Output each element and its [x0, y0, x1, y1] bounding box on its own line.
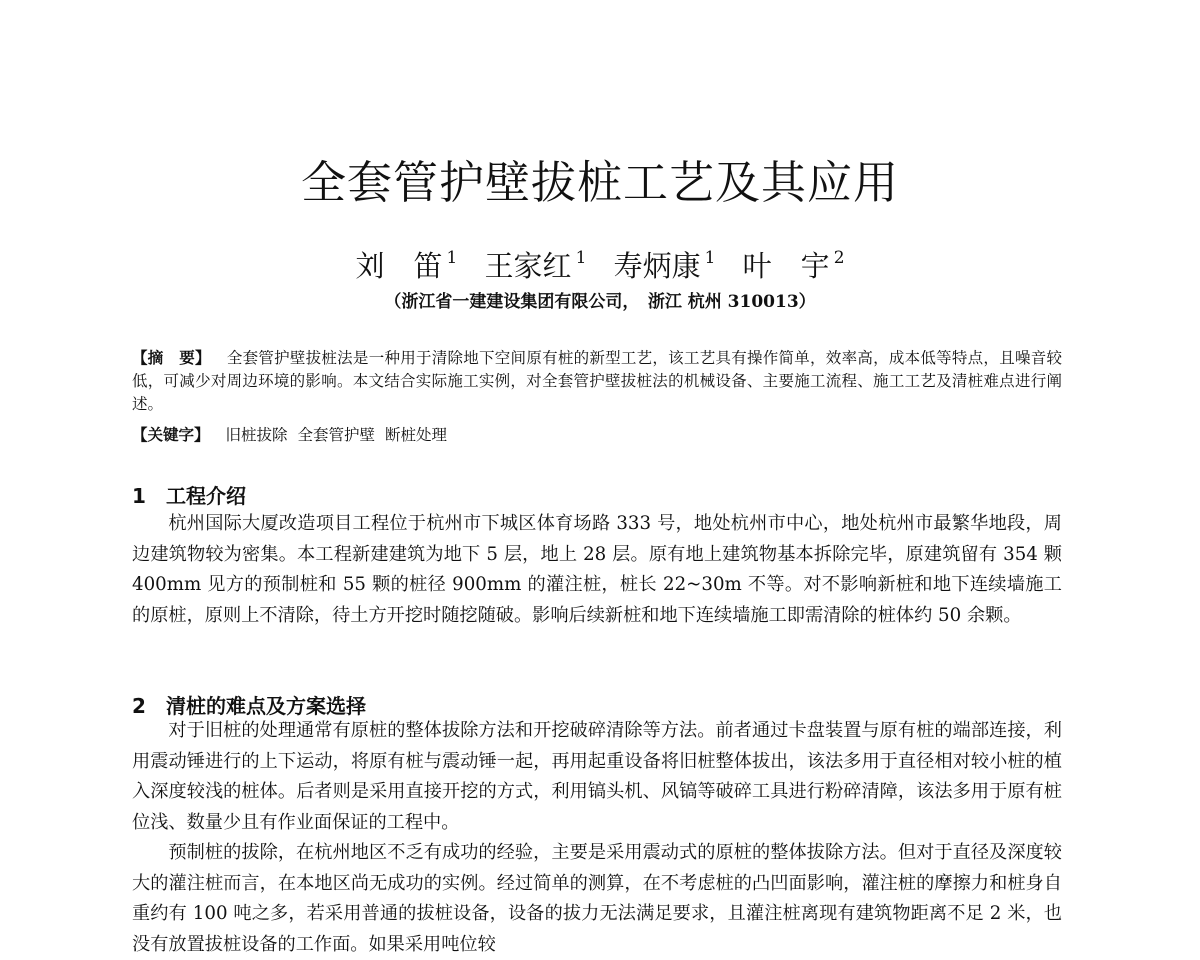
- keywords: [132, 423, 1062, 447]
- section-body: [132, 509, 1062, 631]
- author: [355, 249, 457, 283]
- paragraph: 预制桩的拔除，在杭州地区不乏有成功的经验，主要是采用震动式的原桩的整体拔除方法。但对于直径及深度较大的灌注桩而言，在本地区尚无成功的实例。经过简单的测算，在不考虑桩的凸凹面影响，灌注桩的摩擦力和桩身自重约有 100 吨之多，若采用普通的拔桩设备，设备的拔力无法满足要求，且灌注桩离现有建筑物距离不足 2 米，也没有放置拔桩设备的工作面。如果采用吨位较: [132, 842, 1062, 955]
- section-title: 清桩的难点及方案选择: [166, 694, 366, 718]
- author-affil-mark: 1: [704, 248, 716, 268]
- paragraph: 杭州国际大厦改造项目工程位于杭州市下城区体育场路 333 号，地处杭州市中心，地处杭州市最繁华地段，周边建筑物较为密集。本工程新建建筑为地下 5 层，地上 28 层。原有地上建筑物基本拆除完毕，原建筑留有 354 颗 400mm 见方的预制桩和 55 颗的桩径 900mm 的灌注桩，桩长 22~30m 不等。对不影响新桩和地下连续墙施工的原桩，原则上不清除，待土方开挖时随挖随破。影响后续新桩和地下连续墙施工即需清除的桩体约 50 余颗。: [132, 513, 1062, 626]
- author-name: 叶 宇: [742, 249, 830, 283]
- author-affil-mark: 2: [833, 248, 845, 268]
- section-heading: [132, 690, 366, 719]
- section-body: [132, 716, 1062, 960]
- author: [614, 249, 716, 283]
- section-heading: [132, 480, 246, 509]
- keyword: 全套管护壁: [297, 426, 376, 444]
- affiliation: （浙江省一建建设集团有限公司， 浙江 杭州 310013）: [384, 292, 816, 312]
- author-name: 寿炳康: [613, 249, 701, 283]
- author-name: 刘 笛: [355, 249, 443, 283]
- author: [743, 249, 845, 283]
- author-affil-mark: 1: [575, 248, 587, 268]
- keyword: 断桩处理: [385, 426, 448, 444]
- author-affil-mark: 1: [446, 248, 458, 268]
- abstract: [132, 346, 1062, 416]
- author-list: [0, 244, 1200, 285]
- abstract-label: 【摘 要】: [132, 348, 211, 367]
- section-number: 2: [132, 694, 146, 718]
- section-title: 工程介绍: [166, 484, 246, 508]
- abstract-text: 全套管护壁拔桩法是一种用于清除地下空间原有桩的新型工艺，该工艺具有操作简单，效率高，成本低等特点，且噪音较低，可减少对周边环境的影响。本文结合实际施工实例，对全套管护壁拔桩法的机械设备、主要施工流程、施工工艺及清桩难点进行阐述。: [132, 349, 1062, 413]
- author-name: 王家红: [484, 249, 572, 283]
- keyword: 旧桩拔除: [225, 426, 288, 444]
- keywords-label: 【关键字】: [132, 425, 210, 444]
- paper-title: 全套管护壁拔桩工艺及其应用: [300, 156, 899, 209]
- paragraph: 对于旧桩的处理通常有原桩的整体拔除方法和开挖破碎清除等方法。前者通过卡盘装置与原有桩的端部连接，利用震动锤进行的上下运动，将原有桩与震动锤一起，再用起重设备将旧桩整体拔出，该法多用于直径相对较小桩的植入深度较浅的桩体。后者则是采用直接开挖的方式，利用镐头机、风镐等破碎工具进行粉碎清障，该法多用于原有桩位浅、数量少且有作业面保证的工程中。: [132, 720, 1062, 833]
- author: [485, 249, 587, 283]
- section-number: 1: [132, 484, 146, 508]
